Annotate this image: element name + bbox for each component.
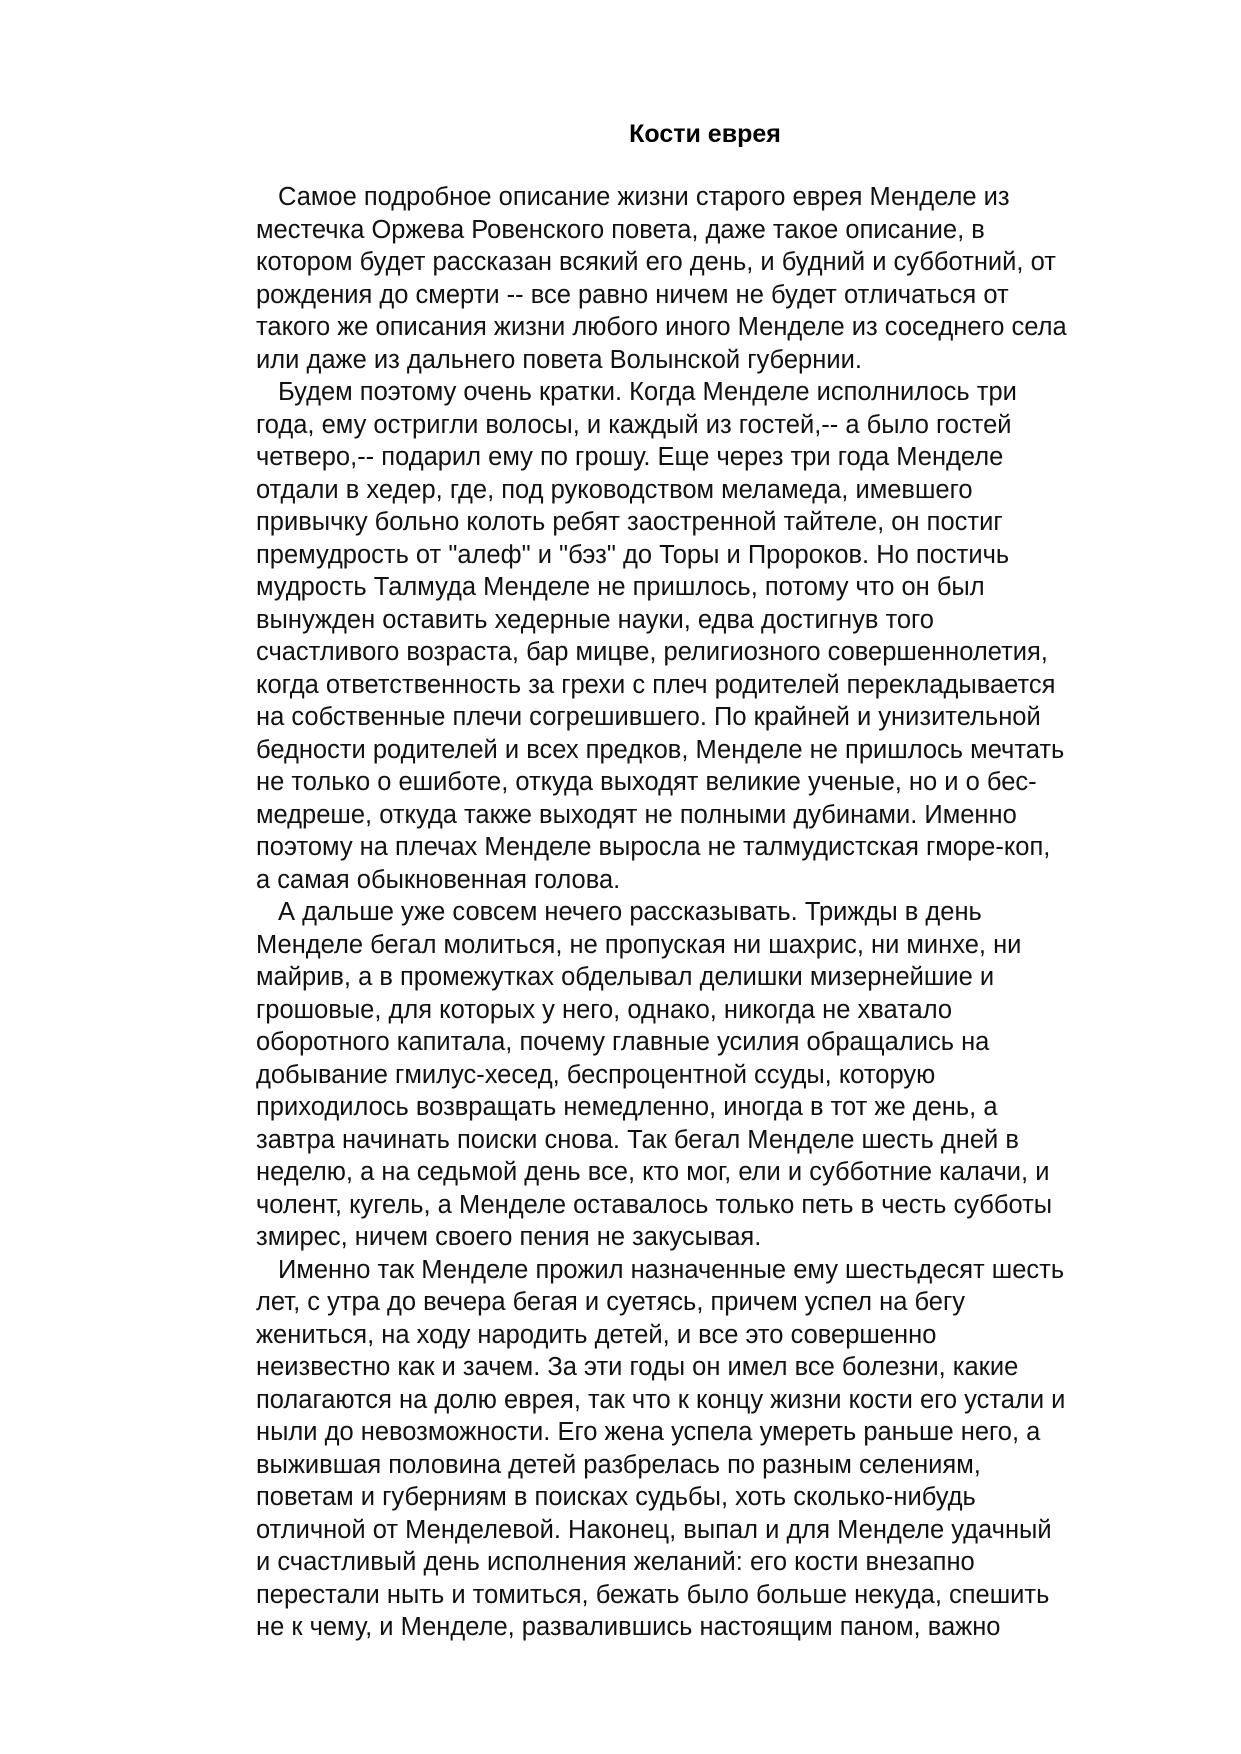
text-line: ныли до невозможности. Его жена успела умереть раньше него, а xyxy=(256,1418,1041,1446)
text-line: такого же описания жизни любого иного Менделе из соседнего села xyxy=(256,313,1067,341)
text-line: выжившая половина детей разбрелась по разным селениям, xyxy=(256,1450,981,1479)
text-line: или даже из дальнего повета Волынской губернии. xyxy=(256,345,862,374)
text-line: неделю, а на седьмой день все, кто мог, ели и субботние калачи, и xyxy=(256,1158,1050,1186)
text-line: Менделе бегал молиться, не пропуская ни шахрис, ни минхе, ни xyxy=(256,930,1022,959)
text-line: поэтому на плечах Менделе выросла не талмудистская гморе-коп, xyxy=(256,833,1051,861)
text-line: когда ответственность за грехи с плеч родителей перекладывается xyxy=(256,670,1056,699)
text-line: лет, с утра до вечера бегая и суетясь, причем успел на бегу xyxy=(256,1288,966,1316)
text-line: на собственные плечи согрешившего. По крайней и унизительной xyxy=(256,703,1041,731)
text-line: грошовые, для которых у него, однако, никогда не хватало xyxy=(256,995,953,1024)
text-line: чолент, кугель, а Менделе оставалось только петь в честь субботы xyxy=(256,1190,1053,1219)
text-line: рождения до смерти -- все равно ничем не будет отличаться от xyxy=(256,280,1009,309)
text-line: майрив, а в промежутках обделывал делишки мизернейшие и xyxy=(256,963,995,991)
text-line: приходилось возвращать немедленно, иногда в тот же день, а xyxy=(256,1093,998,1121)
text-line: вынужден оставить хедерные науки, едва достигнув того xyxy=(256,605,934,634)
text-line: полагаются на долю еврея, так что к концу жизни кости его устали и xyxy=(256,1385,1066,1414)
document-body xyxy=(256,181,1166,1644)
text-line: поветам и губерниям в поисках судьбы, хоть сколько-нибудь xyxy=(256,1483,976,1511)
text-line: привычку больно колоть ребят заостренной тайтеле, он постиг xyxy=(256,508,1003,536)
text-line: змирес, ничем своего пения не закусывая. xyxy=(256,1223,762,1251)
text-line: бедности родителей и всех предков, Менделе не пришлось мечтать xyxy=(256,735,1065,764)
text-line: отдали в хедер, где, под руководством меламеда, имевшего xyxy=(256,475,973,504)
text-line: а самая обыкновенная голова. xyxy=(256,865,621,894)
text-line: не к чему, и Менделе, развалившись настоящим паном, важно xyxy=(256,1613,1001,1641)
text-line: Самое подробное описание жизни старого еврея Менделе из xyxy=(278,183,1010,211)
text-line: четверо,-- подарил ему по грошу. Еще через три года Менделе xyxy=(256,443,1004,471)
text-line: медреше, откуда также выходят не полными дубинами. Именно xyxy=(256,800,1017,829)
text-line: жениться, на ходу народить детей, и все это совершенно xyxy=(256,1320,937,1349)
text-line: завтра начинать поиски снова. Так бегал Менделе шесть дней в xyxy=(256,1125,1019,1154)
text-line: А дальше уже совсем нечего рассказывать. Трижды в день xyxy=(278,898,982,926)
text-line: перестали ныть и томиться, бежать было больше некуда, спешить xyxy=(256,1580,1050,1609)
text-line: добывание гмилус-хесед, беспроцентной ссуды, которую xyxy=(256,1060,936,1089)
text-line: местечка Оржева Ровенского повета, даже такое описание, в xyxy=(256,215,985,244)
text-line: года, ему остригли волосы, и каждый из гостей,-- а было гостей xyxy=(256,410,1012,439)
text-line: мудрость Талмуда Менделе не пришлось, потому что он был xyxy=(256,573,985,601)
text-line: оборотного капитала, почему главные усилия обращались на xyxy=(256,1028,990,1056)
text-line: котором будет рассказан всякий его день, и будний и субботний, от xyxy=(256,248,1056,276)
document-title: Кости еврея xyxy=(629,120,781,148)
text-line: отличной от Менделевой. Наконец, выпал и для Менделе удачный xyxy=(256,1515,1052,1544)
text-line: Именно так Менделе прожил назначенные ему шестьдесят шесть xyxy=(278,1255,1065,1284)
text-line: премудрость от "алеф" и "бэз" до Торы и Пророков. Но постичь xyxy=(256,540,1010,569)
text-line: счастливого возраста, бар мицве, религиозного совершеннолетия, xyxy=(256,638,1048,666)
text-line: и счастливый день исполнения желаний: его кости внезапно xyxy=(256,1548,975,1576)
text-line: не только о ешиботе, откуда выходят великие ученые, но и о бес- xyxy=(256,768,1037,796)
text-line: Будем поэтому очень кратки. Когда Менделе исполнилось три xyxy=(278,378,1017,406)
text-line: неизвестно как и зачем. За эти годы он имел все болезни, какие xyxy=(256,1353,1019,1381)
